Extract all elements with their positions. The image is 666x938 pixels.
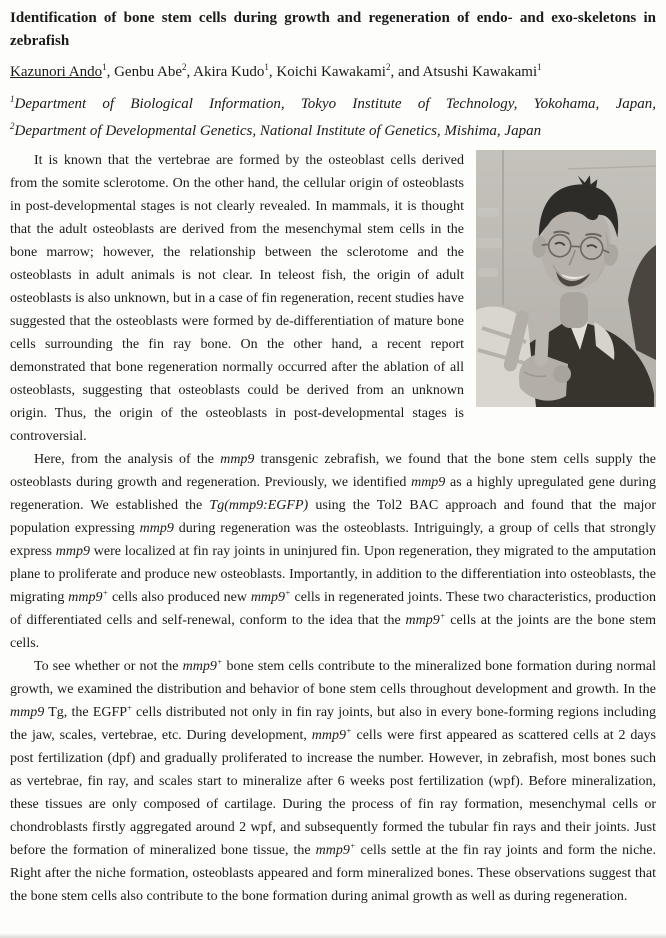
affiliations [10,91,656,145]
authors-line [10,62,656,83]
text-segment: were localized at fin ray joints in uninjured fin. Upon regeneration, they migrated to the amputation plane to proliferate and produce new osteoblasts. Importantly, in addition to the differentiation into osteoblasts, the migrating [10,544,656,605]
abstract-body [10,149,656,908]
text-segment: cells were first appeared as scattered cells at 2 days post fertilization (dpf) and gradually proliferated to increase the number. However, in zebrafish, most bones such as vertebrae, fin ray, and scales start to mineralize after 6 weeks post fertilization (wpf). Before mineralization, these tissues are only composed of cartilage. During the process of fin ray formation, mesenchymal cells or chondroblasts firstly aggregated around 2 wpf, and subsequently formed the tubular fin rays and their joints. Just before the formation of mineralized bone tissue, the [10,728,656,858]
text-segment: cells at the joints are the bone stem cells. [10,613,657,651]
text-segment: mmp9 [315,843,350,858]
page-title: Identification of bone stem cells during growth and regeneration of endo- and exo-skeletons in zebrafish [10,10,656,49]
text-segment: + [285,588,291,598]
text-segment: 1 [102,62,107,72]
text-segment: mmp9 [311,728,346,743]
text-segment: Here, from the analysis of the [34,452,221,467]
text-segment: + [216,657,223,667]
text-segment: cells settle at the fin ray joints and form the niche. Right after the niche formation, osteoblasts appeared and form mineralized bones. These observations suggest that the bone stem cells also contribute to the bone formation during animal growth as well as during regeneration. [10,843,656,904]
text-segment: cells distributed not only in fin ray joints, but also in every bone-forming regions including the jaw, scales, vertebrae, etc. During development, [10,705,656,743]
text-segment: 2 [10,121,15,131]
text-segment: as a highly upregulated gene during regeneration. We established the [10,475,657,513]
text-segment: To see whether or not the [34,659,183,674]
affiliation-2 [10,118,656,145]
text-segment: cells in regenerated joints. These two characteristics, production of differentiated cells and self-renewal, conform to the idea that the [10,590,657,628]
text-segment: + [345,726,352,736]
text-segment: Department of Biological Information, Tokyo Institute of Technology, Yokohama, Japan, [14,96,656,112]
text-segment: cells also produced new [108,590,251,605]
abstract-paragraph-1 [10,149,656,448]
text-segment: mmp9 [10,705,45,720]
text-segment: , and Atsushi Kawakami [390,64,538,80]
text-segment: transgenic zebrafish, we found that the bone stem cells supply the osteoblasts during growth and regeneration. Previously, we identified [10,452,657,490]
text-segment: + [349,841,356,851]
affiliation-1 [10,91,656,118]
text-segment: , Koichi Kawakami [268,64,386,80]
text-segment: mmp9 [405,613,440,628]
text-segment: + [439,611,446,621]
text-segment: mmp9 [139,521,174,536]
abstract-paragraph-3 [10,655,656,908]
text-segment: Tg(mmp9:EGFP) [209,498,309,513]
abstract-paragraph-2 [10,448,656,655]
text-segment: mmp9 [411,475,446,490]
text-segment: mmp9 [182,659,217,674]
text-segment: 2 [181,62,187,72]
text-segment: Kazunori Ando [10,64,103,80]
text-segment: Tg, the EGFP [44,705,128,720]
portrait-photo-graphic [476,150,656,407]
text-segment: 2 [385,62,391,72]
text-segment: + [102,588,109,598]
author-portrait-photo [476,150,656,407]
text-segment: bone stem cells contribute to the mineralized bone formation during normal growth, we examined the distribution and behavior of bone stem cells throughout development and growth. In the [10,659,656,697]
text-segment: + [127,703,132,713]
text-segment: , Akira Kudo [186,64,265,80]
text-segment: mmp9 [55,544,91,559]
text-segment: 1 [537,62,542,72]
text-segment: 1 [10,94,15,104]
text-segment: , Genbu Abe [106,64,182,80]
text-segment: mmp9 [220,452,255,467]
text-segment: mmp9 [250,590,286,605]
person-neck [560,292,588,328]
text-segment: 1 [264,62,269,72]
text-segment: Department of Developmental Genetics, National Institute of Genetics, Mishima, Japan [14,123,542,139]
text-segment: It is known that the vertebrae are formed by the osteoblast cells derived from the somite sclerotome. On the other hand, the cellular origin of osteoblasts in post-developmental stages is not clearly revealed. In mammals, it is thought that the adult osteoblasts are derived from the mesenchymal stem cells in the bone marrow; however, the relationship between the sclerotome and the osteoblasts in adult animals is not clear. In teleost fish, the origin of adult osteoblasts is also unknown, but in a case of fin regeneration, recent studies have suggested that the osteoblasts were formed by de-differentiation of mature bone cells surrounding the fin ray bone. On the other hand, a recent report demonstrated that bone regeneration normally occurred after the ablation of all osteoblasts, suggesting that osteoblasts could be derived from an unknown origin. Thus, the origin of the osteoblasts in post-developmental stages is controversial. [10,153,464,444]
scan-edge-artifact [0,933,666,938]
text-segment: mmp9 [68,590,103,605]
text-segment: during regeneration was the osteoblasts. Intriguingly, a group of cells that strongly express [10,521,656,559]
text-segment: using the Tol2 BAC approach and found that the major population expressing [10,498,656,536]
